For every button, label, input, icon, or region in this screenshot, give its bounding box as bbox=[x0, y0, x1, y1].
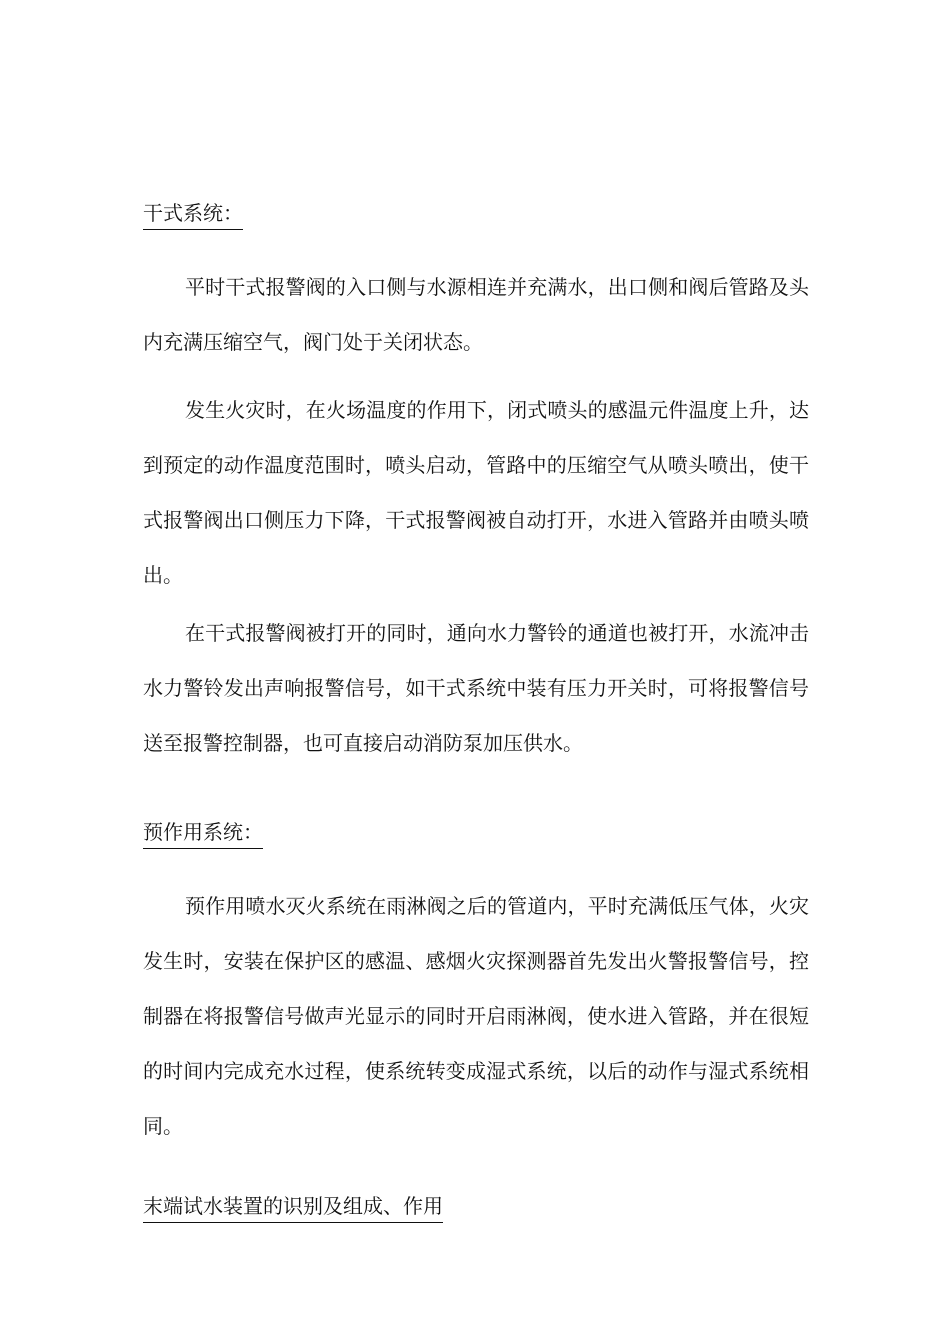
paragraph-dry-normal-state: 平时干式报警阀的入口侧与水源相连并充满水，出口侧和阀后管路及头内充满压缩空气，阀门处于关闭状态。 bbox=[143, 275, 809, 354]
paragraph-preaction-description: 预作用喷水灭火系统在雨淋阀之后的管道内，平时充满低压气体，火灾发生时，安装在保护区的感温、感烟火灾探测器首先发出火警报警信号，控制器在将报警信号做声光显示的同时开启雨淋阀，使水进入管路，并在很短的时间内完成充水过程，使系统转变成湿式系统，以后的动作与湿式系统相同。 bbox=[143, 894, 809, 1138]
paragraph-dry-fire-occurrence: 发生火灾时，在火场温度的作用下，闭式喷头的感温元件温度上升，达到预定的动作温度范围时，喷头启动，管路中的压缩空气从喷头喷出，使干式报警阀出口侧压力下降，干式报警阀被自动打开，水进入管路并由喷头喷出。 bbox=[143, 398, 809, 587]
section-heading-terminal-test-device: 末端试水装置的识别及组成、作用 bbox=[143, 1192, 443, 1223]
section-heading-preaction-system: 预作用系统： bbox=[143, 818, 263, 849]
section-heading-dry-system: 干式系统： bbox=[143, 199, 243, 230]
paragraph-dry-alarm-bell: 在干式报警阀被打开的同时，通向水力警铃的通道也被打开，水流冲击水力警铃发出声响报警信号，如干式系统中装有压力开关时，可将报警信号送至报警控制器，也可直接启动消防泵加压供水。 bbox=[143, 621, 809, 755]
